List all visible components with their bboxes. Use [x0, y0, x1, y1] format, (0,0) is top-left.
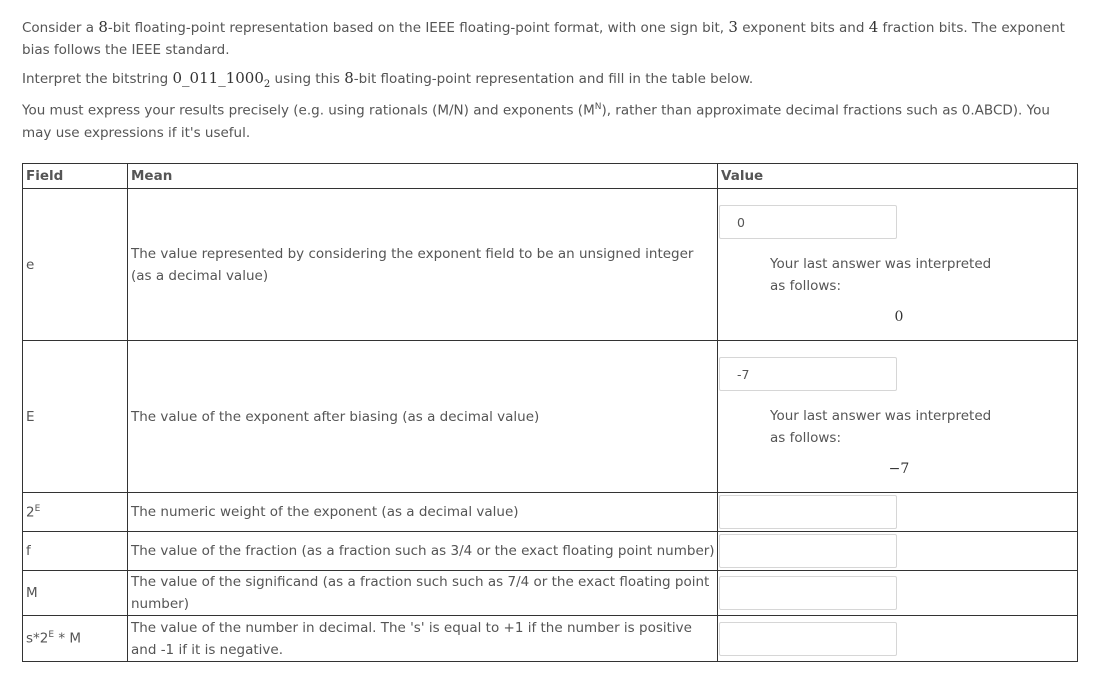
field-2E: $2^E$ [23, 493, 128, 532]
field-E: E [23, 341, 128, 493]
field-M: M [23, 571, 128, 616]
input-number[interactable] [719, 622, 897, 656]
field-e: e [23, 189, 128, 341]
answer-table [22, 163, 1078, 662]
input-E[interactable]: -7 [719, 357, 897, 391]
input-M[interactable] [719, 576, 897, 610]
interpreted-E: −7 [888, 460, 910, 477]
bitstring: $0\_011\_1000_2$ [172, 69, 271, 90]
table-row-number [23, 616, 1078, 662]
table-row-f [23, 532, 1078, 571]
interpreted-e: 0 [894, 308, 904, 325]
question-paragraph-3: You must express your results precisely (e.g. using rationals (M/N) and exponents $(M^N)$, rather than approximate decimal fractions such as 0.ABCD). You may use expressions if it's useful. [22, 102, 1050, 141]
header-field: Field [23, 164, 128, 189]
input-e[interactable]: 0 [719, 205, 897, 239]
table-row-e [23, 189, 1078, 341]
mean-number: The value of the number in decimal. The 's' is equal to +1 if the number is positive and -1 if it is negative. [128, 616, 718, 662]
question-paragraph-1: Consider a 8-bit floating-point representation based on the IEEE floating-point format, with one sign bit, 3 exponent bits and 4 fraction bits. The exponent bias follows the IEEE standard. [22, 18, 1065, 58]
mean-2E: The numeric weight of the exponent (as a decimal value) [128, 493, 718, 532]
table-header-row [23, 164, 1078, 189]
header-mean: Mean [128, 164, 718, 189]
field-number: $s*2^E$ * M [23, 616, 128, 662]
table-row-E [23, 341, 1078, 493]
table-row-2E [23, 493, 1078, 532]
mean-e: The value represented by considering the exponent field to be an unsigned integer (as a decimal value) [128, 189, 718, 341]
feedback-e: Your last answer was interpreted as follows: [770, 255, 992, 294]
table-row-M [23, 571, 1078, 616]
question-paragraph-2: Interpret the bitstring $0\_011\_1000_2$ using this 8-bit floating-point representation and fill in the table below. [22, 69, 754, 90]
mean-f: The value of the fraction (as a fraction such as 3/4 or the exact floating point number) [128, 532, 718, 571]
field-f: f [23, 532, 128, 571]
mean-M: The value of the significand (as a fraction such such as 7/4 or the exact floating point number) [128, 571, 718, 616]
feedback-E: Your last answer was interpreted as follows: [770, 407, 992, 446]
input-f[interactable] [719, 534, 897, 568]
input-2E[interactable] [719, 495, 897, 529]
header-value: Value [718, 164, 1078, 189]
mean-E: The value of the exponent after biasing (as a decimal value) [128, 341, 718, 493]
